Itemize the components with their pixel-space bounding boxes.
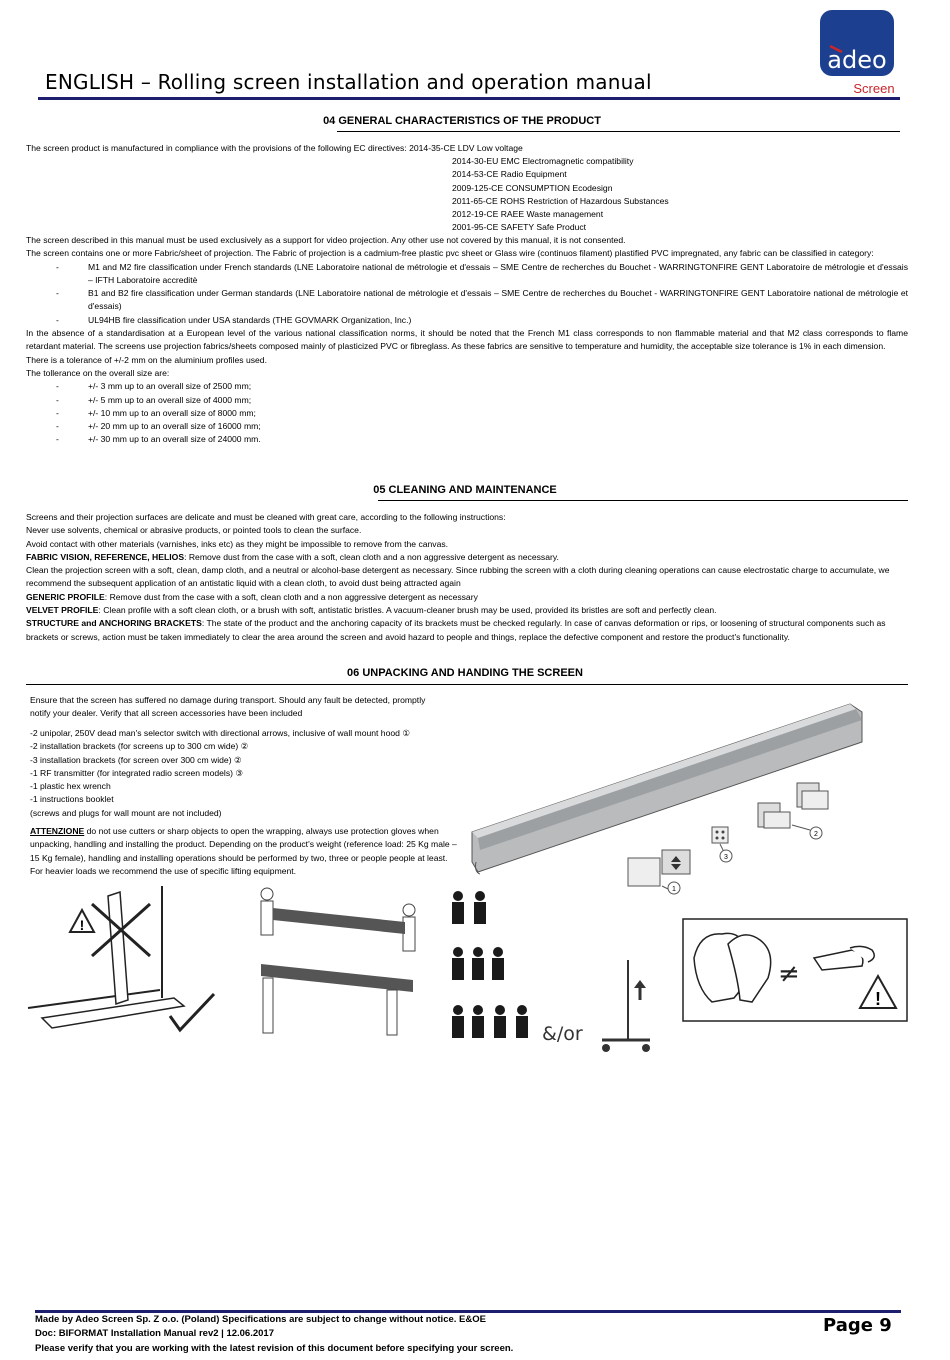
- directives-intro: The screen product is manufactured in compliance with the provisions of the following EC directives: 2014-35-CE LDV Low voltage: [26, 143, 523, 153]
- section-05-rule: [378, 500, 908, 501]
- accessory-item: -2 installation brackets (for screens up to 300 cm wide) ②: [30, 741, 249, 752]
- svg-text:adeo: adeo: [827, 46, 887, 74]
- tolerance-profiles: There is a tolerance of +/-2 mm on the aluminium profiles used.: [26, 354, 267, 365]
- tolerance-item: - +/- 3 mm up to an overall size of 2500 mm;: [56, 381, 252, 392]
- fabric-paragraph: The screen contains one or more Fabric/sheet of projection. The Fabric of projection is a cadmium-free plastic pvc sheet or Glass wire (continuos filament) plastified PVC impregnated, any fabric can be classified in category:: [26, 248, 874, 259]
- directive-list: [452, 155, 669, 235]
- accessory-item: (screws and plugs for wall mount are not included): [30, 807, 222, 818]
- fabric-cleaning: FABRIC VISION, REFERENCE, HELIOS: Remove dust from the case with a soft, clean cloth and a non aggressive detergent as necessary.: [26, 551, 559, 562]
- directive-item: 2009-125-CE CONSUMPTION Ecodesign: [452, 182, 613, 193]
- section-06-heading: 06 UNPACKING AND HANDING THE SCREEN: [347, 667, 583, 679]
- svg-text:&/or: &/or: [542, 1023, 583, 1045]
- section-04-rule: [337, 131, 900, 132]
- svg-text:!: !: [875, 989, 881, 1009]
- svg-text:≠: ≠: [778, 959, 800, 989]
- bracket-icon: [758, 783, 828, 839]
- tolerance-item: - +/- 20 mm up to an overall size of 16000 mm;: [56, 421, 261, 432]
- directive-item: 2001-95-CE SAFETY Safe Product: [452, 222, 587, 233]
- directive-item: 2012-19-CE RAEE Waste management: [452, 209, 604, 220]
- section-06-rule: [26, 684, 908, 685]
- header-rule: [38, 97, 900, 100]
- tolerance-item: - +/- 30 mm up to an overall size of 24000 mm.: [56, 434, 261, 445]
- standard-paragraph: In the absence of a standardisation at a European level of the various national classification norms, it should be noted that the French M1 class corresponds to non flammable material and that M2 class corresponds to flame retardant material. The screens use projection fabrics/sheets composed mainly of plasticized PVC or fibreglass. As these fabrics are sensitive to temperature and humidity, the acceptable size tolerance is 1% in each dimension.: [26, 328, 908, 352]
- screen-cleaning-paragraph: Clean the projection screen with a soft, clean, damp cloth, and a neutral or alcohol-base detergent as necessary. Since rubbing the screen with a cloth during cleaning operations can cause electrostatic charge to accumulate, we recommend the subsequent application of an antistatic liquid with a clean cloth, to avoid dust being attracted again: [26, 565, 890, 589]
- section-04-body: [26, 234, 908, 447]
- svg-text:2: 2: [814, 831, 818, 838]
- svg-text:!: !: [79, 917, 85, 933]
- adeo-logo: [814, 8, 900, 98]
- footer-rule: [35, 1310, 901, 1313]
- two-person-carry-illustration: [255, 886, 420, 1036]
- accessory-list: [30, 727, 410, 820]
- footer-manufacturer: Made by Adeo Screen Sp. Z o.o. (Poland) Specifications are subject to change without notice. E&OE: [35, 1314, 486, 1325]
- cleaning-warning-solvents: Never use solvents, chemical or abrasive products, or pointed tools to clean the surface.: [26, 525, 362, 536]
- no-vertical-storage-illustration: [24, 886, 234, 1036]
- accessory-item: -1 instructions booklet: [30, 794, 114, 805]
- accessory-item: -1 plastic hex wrench: [30, 781, 111, 792]
- svg-text:1: 1: [672, 886, 676, 893]
- structure-check: STRUCTURE and ANCHORING BRACKETS: The state of the product and the anchoring capacity of its brackets must be checked regularly. In case of canvas deformation or rips, or loosening of structural components such as brackets or screws, action must be taken immediately to clear the area around the screen and avoid hazard to people and things, replace the defective component and restore the product's functionality.: [26, 618, 886, 642]
- page-number: Page 9: [823, 1315, 892, 1336]
- section-04-heading: 04 GENERAL CHARACTERISTICS OF THE PRODUCT: [323, 115, 601, 127]
- cleaning-warning-contact: Avoid contact with other materials (varnishes, inks etc) as they might be impossible to remove from the canvas.: [26, 538, 449, 549]
- cleaning-intro: Screens and their projection surfaces are delicate and must be cleaned with great care, according to the following instructions:: [26, 512, 506, 522]
- accessory-item: -2 unipolar, 250V dead man's selector switch with directional arrows, inclusive of wall mount hood ①: [30, 728, 411, 738]
- accessory-item: -1 RF transmitter (for integrated radio screen models) ③: [30, 767, 244, 778]
- svg-text:Screen: Screen: [853, 81, 895, 96]
- remote-icon: [712, 827, 732, 862]
- switch-icon: [628, 850, 690, 894]
- fire-class-item: - UL94HB fire classification under USA standards (THE GOVMARK Organization, Inc.): [56, 314, 412, 325]
- people-count-lifting-illustration: [450, 890, 665, 1055]
- tolerance-overall: The tollerance on the overall size are:: [26, 367, 170, 378]
- fire-class-item: - M1 and M2 fire classification under French standards (LNE Laboratoire national de métrologie et d'essais – SME Centre de recherches du Bouchet - WARRINGTONFIRE GENT Laboratoire de métrologie et d'essais – IFTH Laboratoire accreditè: [56, 261, 908, 285]
- directive-item: 2014-30-EU EMC Electromagnetic compatibility: [452, 156, 634, 166]
- attention-note: ATTENZIONE do not use cutters or sharp objects to open the wrapping, always use protection gloves when unpacking, handling and installing the product. Depending on the product's weight (reference load: 25 Kg male – 15 Kg female), handling and installing operations should be performed by two, three or people people at least. For heavier loads we recommend the use of specific lifting equipment.: [30, 826, 457, 876]
- footer-revision-note: Please verify that you are working with the latest revision of this document before specifying your screen.: [35, 1343, 514, 1354]
- protection-gloves-illustration: [682, 918, 908, 1022]
- accessory-item: -3 installation brackets (for screen over 300 cm wide) ②: [30, 754, 242, 765]
- svg-text:3: 3: [724, 854, 728, 861]
- tolerance-item: - +/- 5 mm up to an overall size of 4000 mm;: [56, 394, 252, 405]
- section-05-heading: 05 CLEANING AND MAINTENANCE: [373, 484, 557, 496]
- generic-profile-cleaning: GENERIC PROFILE: Remove dust from the case with a soft, clean cloth and a non aggressive detergent as necessary: [26, 591, 478, 602]
- section-05-body: [26, 511, 908, 644]
- directive-item: 2014-53-CE Radio Equipment: [452, 169, 567, 180]
- product-illustration: [466, 690, 880, 915]
- document-title: ENGLISH – Rolling screen installation and operation manual: [45, 70, 652, 94]
- velvet-profile-cleaning: VELVET PROFILE: Clean profile with a soft clean cloth, or a brush with soft, antistatic bristles. A vacuum-cleaner brush may be used, provided its bristles are soft and perfectly clean.: [26, 605, 717, 616]
- directive-item: 2011-65-CE ROHS Restriction of Hazardous Substances: [452, 195, 669, 206]
- use-paragraph: The screen described in this manual must be used exclusively as a support for video projection. Any other use not covered by this manual, it is not consented.: [26, 235, 626, 245]
- fire-class-item: - B1 and B2 fire classification under German standards (LNE Laboratoire national de métrologie et d'essais – SME Centre de recherches du Bouchet - WARRINGTONFIRE GENT Laboratoire national de métrologie et d'essais): [56, 288, 908, 312]
- footer-doc-reference: Doc: BIFORMAT Installation Manual rev2 | 12.06.2017: [35, 1328, 274, 1339]
- tolerance-item: - +/- 10 mm up to an overall size of 8000 mm;: [56, 407, 256, 418]
- unpacking-intro: Ensure that the screen has suffered no damage during transport. Should any fault be detected, promptly notify your dealer. Verify that all screen accessories have been included: [30, 695, 426, 719]
